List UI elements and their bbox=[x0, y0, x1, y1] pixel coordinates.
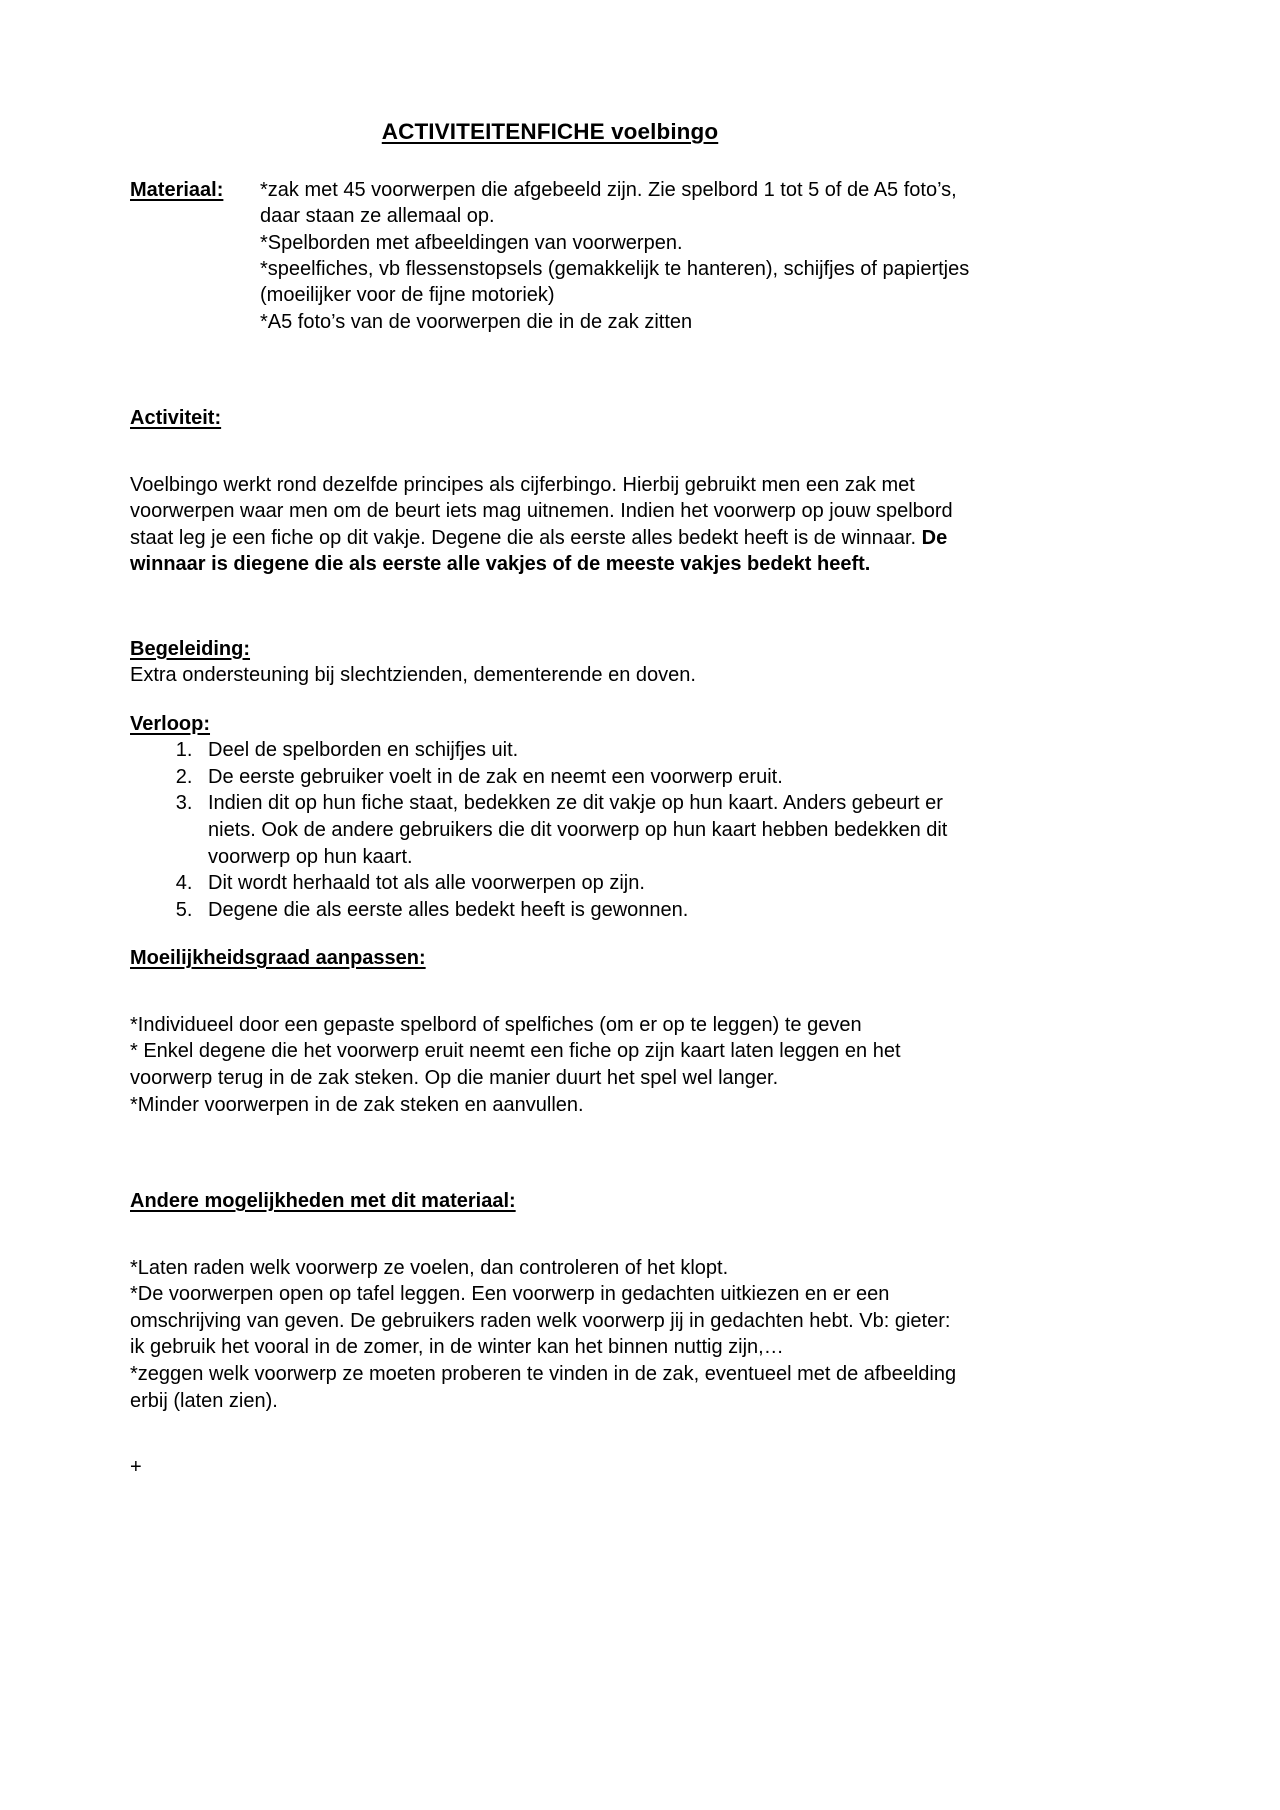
spacer-before-activiteit bbox=[130, 335, 970, 405]
page-title: ACTIVITEITENFICHE voelbingo bbox=[381, 119, 719, 144]
spacer-andere-heading bbox=[130, 1215, 970, 1255]
materiaal-label: Materiaal: bbox=[130, 178, 224, 201]
moeilijkheidsgraad-line-2: * Enkel degene die het voorwerp eruit neemt een fiche op zijn kaart laten leggen en het voorwerp terug in de zak steken. Op die manier duurt het spel wel langer. bbox=[130, 1040, 901, 1090]
spacer-after-title bbox=[130, 147, 970, 177]
spacer-activiteit-heading bbox=[130, 432, 970, 472]
activiteit-paragraph-bold: De winnaar is diegene die als eerste alle vakjes of de meeste vakjes bedekt heeft. bbox=[130, 526, 948, 576]
materiaal-line-3: *speelfiches, vb flessenstopsels (gemakkelijk te hanteren), schijfjes of papiertjes (moeilijker voor de fijne motoriek) bbox=[260, 257, 970, 307]
verloop-heading-wrap bbox=[130, 711, 970, 737]
materiaal-line-1: *zak met 45 voorwerpen die afgebeeld zijn. Zie spelbord 1 tot 5 of de A5 foto’s, daar staan ze allemaal op. bbox=[260, 178, 957, 228]
moeilijkheidsgraad-heading-wrap bbox=[130, 945, 970, 971]
verloop-heading: Verloop: bbox=[130, 712, 211, 735]
list-item: 5. Degene die als eerste alles bedekt heeft is gewonnen. bbox=[198, 897, 970, 924]
spacer-moeilijkheidsgraad-heading bbox=[130, 972, 970, 1012]
moeilijkheidsgraad-line-1: *Individueel door een gepaste spelbord of spelfiches (om er op te leggen) te geven bbox=[130, 1013, 862, 1036]
activiteit-paragraph-normal: Voelbingo werkt rond dezelfde principes als cijferbingo. Hierbij gebruikt men een zak met voorwerpen waar men om de beurt iets mag uitnemen. Indien het voorwerp op jouw spelbord staat leg je een fiche op dit vakje. Degene die als eerste alles bedekt heeft is de winnaar. bbox=[130, 473, 953, 549]
activiteit-paragraph bbox=[130, 472, 970, 578]
spacer-before-andere bbox=[130, 1118, 970, 1188]
andere-line-1: *Laten raden welk voorwerp ze voelen, dan controleren of het klopt. bbox=[130, 1256, 729, 1279]
spacer-before-plus bbox=[130, 1414, 970, 1454]
activiteit-heading: Activiteit: bbox=[130, 407, 222, 430]
list-item: 2. De eerste gebruiker voelt in de zak en neemt een voorwerp eruit. bbox=[198, 764, 970, 791]
materiaal-line-4: *A5 foto’s van de voorwerpen die in de zak zitten bbox=[260, 310, 693, 333]
list-item: 1. Deel de spelborden en schijfjes uit. bbox=[198, 737, 970, 764]
moeilijkheidsgraad-line-3: *Minder voorwerpen in de zak steken en aanvullen. bbox=[130, 1093, 584, 1116]
materiaal-body bbox=[260, 177, 970, 335]
begeleiding-heading-wrap bbox=[130, 636, 970, 662]
spacer-before-verloop bbox=[130, 689, 970, 711]
begeleiding-heading: Begeleiding: bbox=[130, 637, 251, 660]
materiaal-line-2: *Spelborden met afbeeldingen van voorwerpen. bbox=[260, 231, 683, 254]
andere-mogelijkheden-heading-wrap bbox=[130, 1188, 970, 1214]
trailing-plus-mark: + bbox=[130, 1456, 142, 1479]
list-item: 4. Dit wordt herhaald tot als alle voorwerpen op zijn. bbox=[198, 870, 970, 897]
moeilijkheidsgraad-heading: Moeilijkheidsgraad aanpassen: bbox=[130, 947, 426, 970]
spacer-before-moeilijkheidsgraad bbox=[130, 923, 970, 945]
document-content bbox=[130, 118, 970, 1481]
verloop-list bbox=[130, 737, 970, 923]
andere-line-3: *zeggen welk voorwerp ze moeten proberen te vinden in de zak, eventueel met de afbeelding erbij (laten zien). bbox=[130, 1362, 957, 1412]
list-item: 3. Indien dit op hun fiche staat, bedekken ze dit vakje op hun kaart. Anders gebeurt er niets. Ook de andere gebruikers die dit voorwerp op hun kaart hebben bedekken dit voorwerp op hun kaart. bbox=[198, 790, 970, 870]
materiaal-section bbox=[130, 177, 970, 335]
activiteit-heading-wrap bbox=[130, 405, 970, 431]
andere-mogelijkheden-heading: Andere mogelijkheden met dit materiaal: bbox=[130, 1190, 516, 1213]
andere-line-2: *De voorwerpen open op tafel leggen. Een voorwerp in gedachten uitkiezen en er een omschrijving van geven. De gebruikers raden welk voorwerp jij in gedachten hebt. Vb: gieter: ik gebruik het vooral in de zomer, in de winter kan het binnen nuttig zijn,… bbox=[130, 1283, 951, 1359]
begeleiding-text: Extra ondersteuning bij slechtzienden, dementerende en doven. bbox=[130, 664, 696, 687]
spacer-before-begeleiding bbox=[130, 578, 970, 636]
